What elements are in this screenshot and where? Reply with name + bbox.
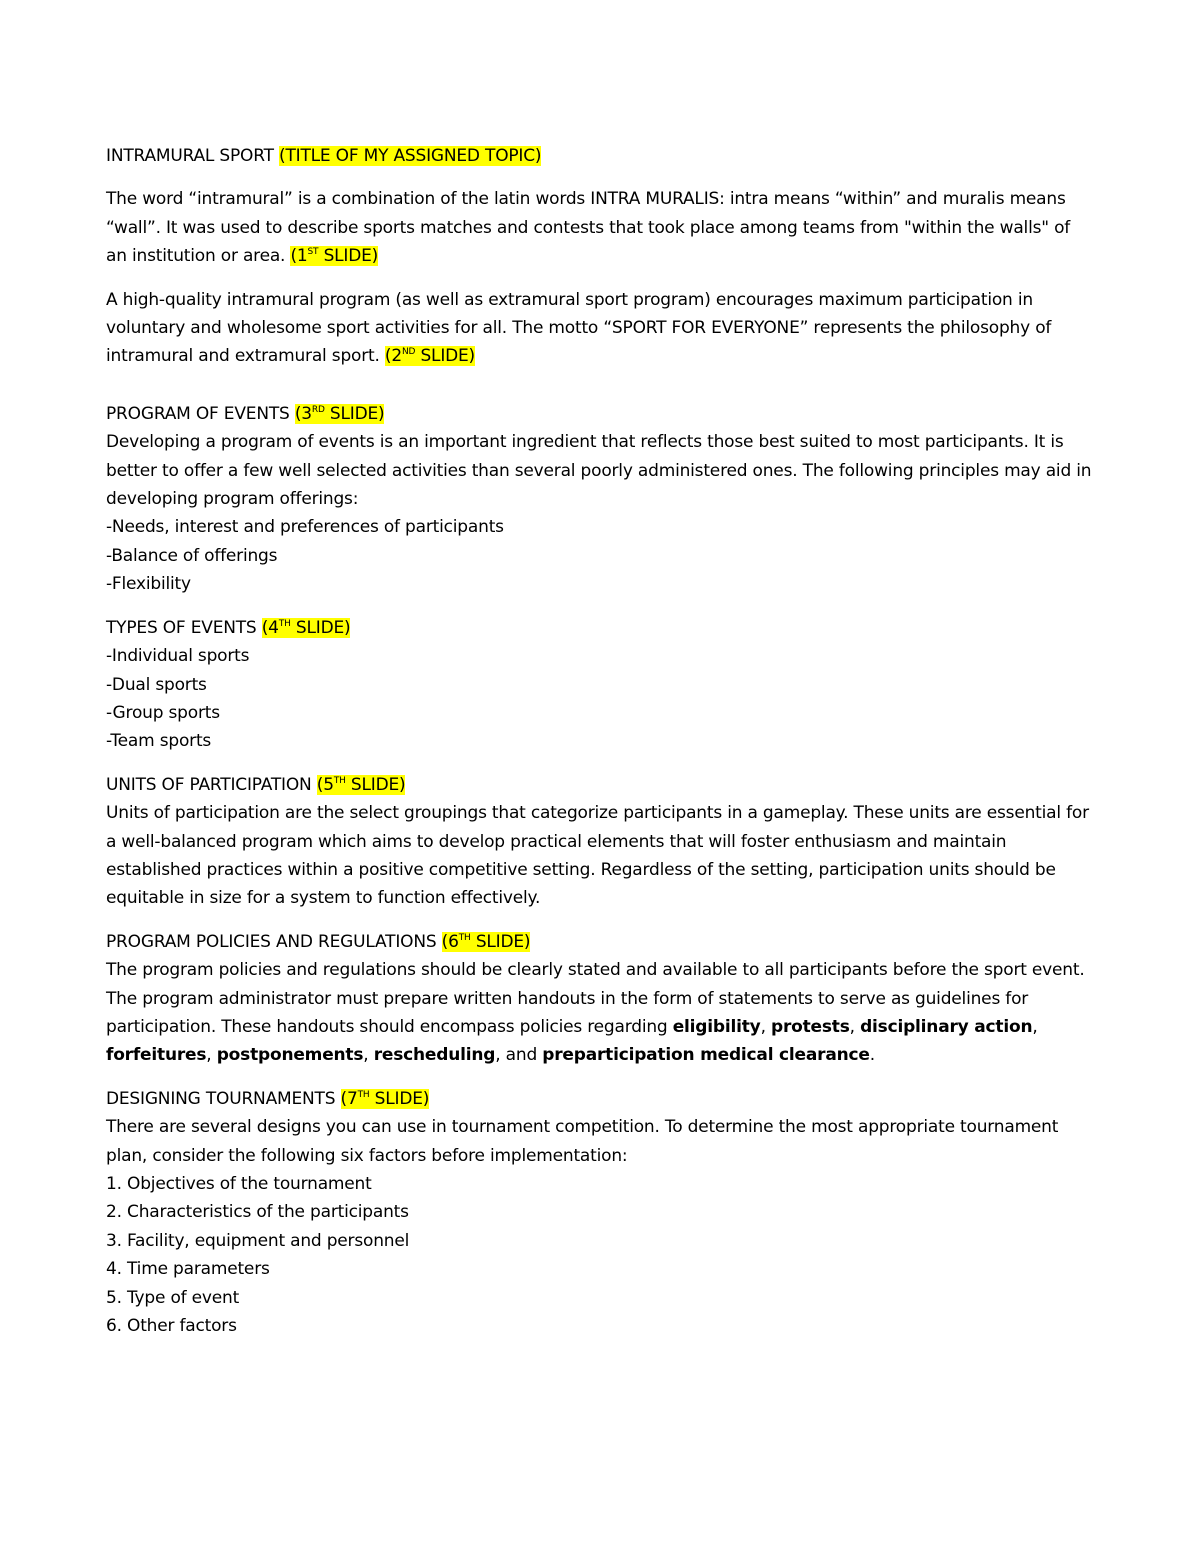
slide-marker-1: (1ST SLIDE) [290, 246, 379, 267]
slide-marker-3: (3RD SLIDE) [294, 403, 385, 424]
document-page [106, 142, 1096, 1340]
slide-marker-6: (6TH SLIDE) [441, 931, 531, 952]
program-events-body: Developing a program of events is an important ingredient that reflects those best suited to most participants. It is better to offer a few well selected activities than several poorly administered ones. The following principles may aid in developing program offerings: [106, 432, 1092, 510]
list-item: 2. Characteristics of the participants [106, 1202, 409, 1223]
list-item: -Flexibility [106, 574, 191, 595]
units-body: Units of participation are the select groupings that categorize participants in a gameplay. These units are essential for a well-balanced program which aims to develop practical elements that will foster enthusiasm and maintain established practices within a positive competitive setting. Regardless of the setting, participation units should be equitable in size for a system to function effectively. [106, 803, 1089, 909]
list-item: -Needs, interest and preferences of participants [106, 517, 504, 538]
slide-marker-4: (4TH SLIDE) [261, 617, 351, 638]
bold-term: postponements [216, 1045, 364, 1066]
section-heading-program-events: PROGRAM OF EVENTS (3RD SLIDE) [106, 403, 385, 424]
slide-marker-5: (5TH SLIDE) [316, 774, 406, 795]
section-heading-types-events: TYPES OF EVENTS (4TH SLIDE) [106, 617, 351, 638]
highlight-title-note: (TITLE OF MY ASSIGNED TOPIC) [279, 146, 542, 166]
list-item: 6. Other factors [106, 1316, 237, 1337]
bold-term: eligibility [672, 1016, 761, 1037]
list-item: -Balance of offerings [106, 545, 278, 566]
slide-marker-7: (7TH SLIDE) [340, 1088, 430, 1109]
bold-term: protests [770, 1016, 850, 1037]
intro-paragraph-1: The word “intramural” is a combination of the latin words INTRA MURALIS: intra means “within” and muralis means “wall”. It was used to describe sports matches and contests that took place among teams from "within the walls" of an institution or area. (1ST SLIDE) [106, 189, 1071, 267]
list-item: 3. Facility, equipment and personnel [106, 1230, 410, 1251]
list-item: 4. Time parameters [106, 1259, 270, 1280]
bold-term: forfeitures [106, 1045, 207, 1066]
tournaments-body: There are several designs you can use in tournament competition. To determine the most appropriate tournament plan, consider the following six factors before implementation: [106, 1117, 1059, 1166]
bold-term: rescheduling [373, 1045, 496, 1066]
bold-term: preparticipation medical clearance [542, 1045, 870, 1066]
bold-term: disciplinary action [860, 1016, 1033, 1037]
section-heading-tournaments: DESIGNING TOURNAMENTS (7TH SLIDE) [106, 1088, 430, 1109]
list-item: -Group sports [106, 702, 220, 723]
document-title: INTRAMURAL SPORT (TITLE OF MY ASSIGNED TOPIC) [106, 146, 542, 166]
policies-body: The program policies and regulations should be clearly stated and available to all participants before the sport event. The program administrator must prepare written handouts in the form of statements to serve as guidelines for participation. These handouts should encompass policies regarding eligibility, protests, disciplinary action, forfeitures, postponements, rescheduling, and preparticipation medical clearance. [106, 960, 1085, 1066]
list-item: -Team sports [106, 731, 212, 752]
slide-marker-2: (2ND SLIDE) [384, 346, 475, 367]
list-item: -Individual sports [106, 646, 250, 667]
section-heading-units: UNITS OF PARTICIPATION (5TH SLIDE) [106, 774, 406, 795]
list-item: 1. Objectives of the tournament [106, 1174, 372, 1194]
intro-paragraph-2: A high-quality intramural program (as well as extramural sport program) encourages maximum participation in voluntary and wholesome sport activities for all. The motto “SPORT FOR EVERYONE” represents the philosophy of intramural and extramural sport. (2ND SLIDE) [106, 289, 1052, 367]
list-item: -Dual sports [106, 674, 207, 695]
section-heading-policies: PROGRAM POLICIES AND REGULATIONS (6TH SLIDE) [106, 931, 531, 952]
list-item: 5. Type of event [106, 1287, 240, 1308]
